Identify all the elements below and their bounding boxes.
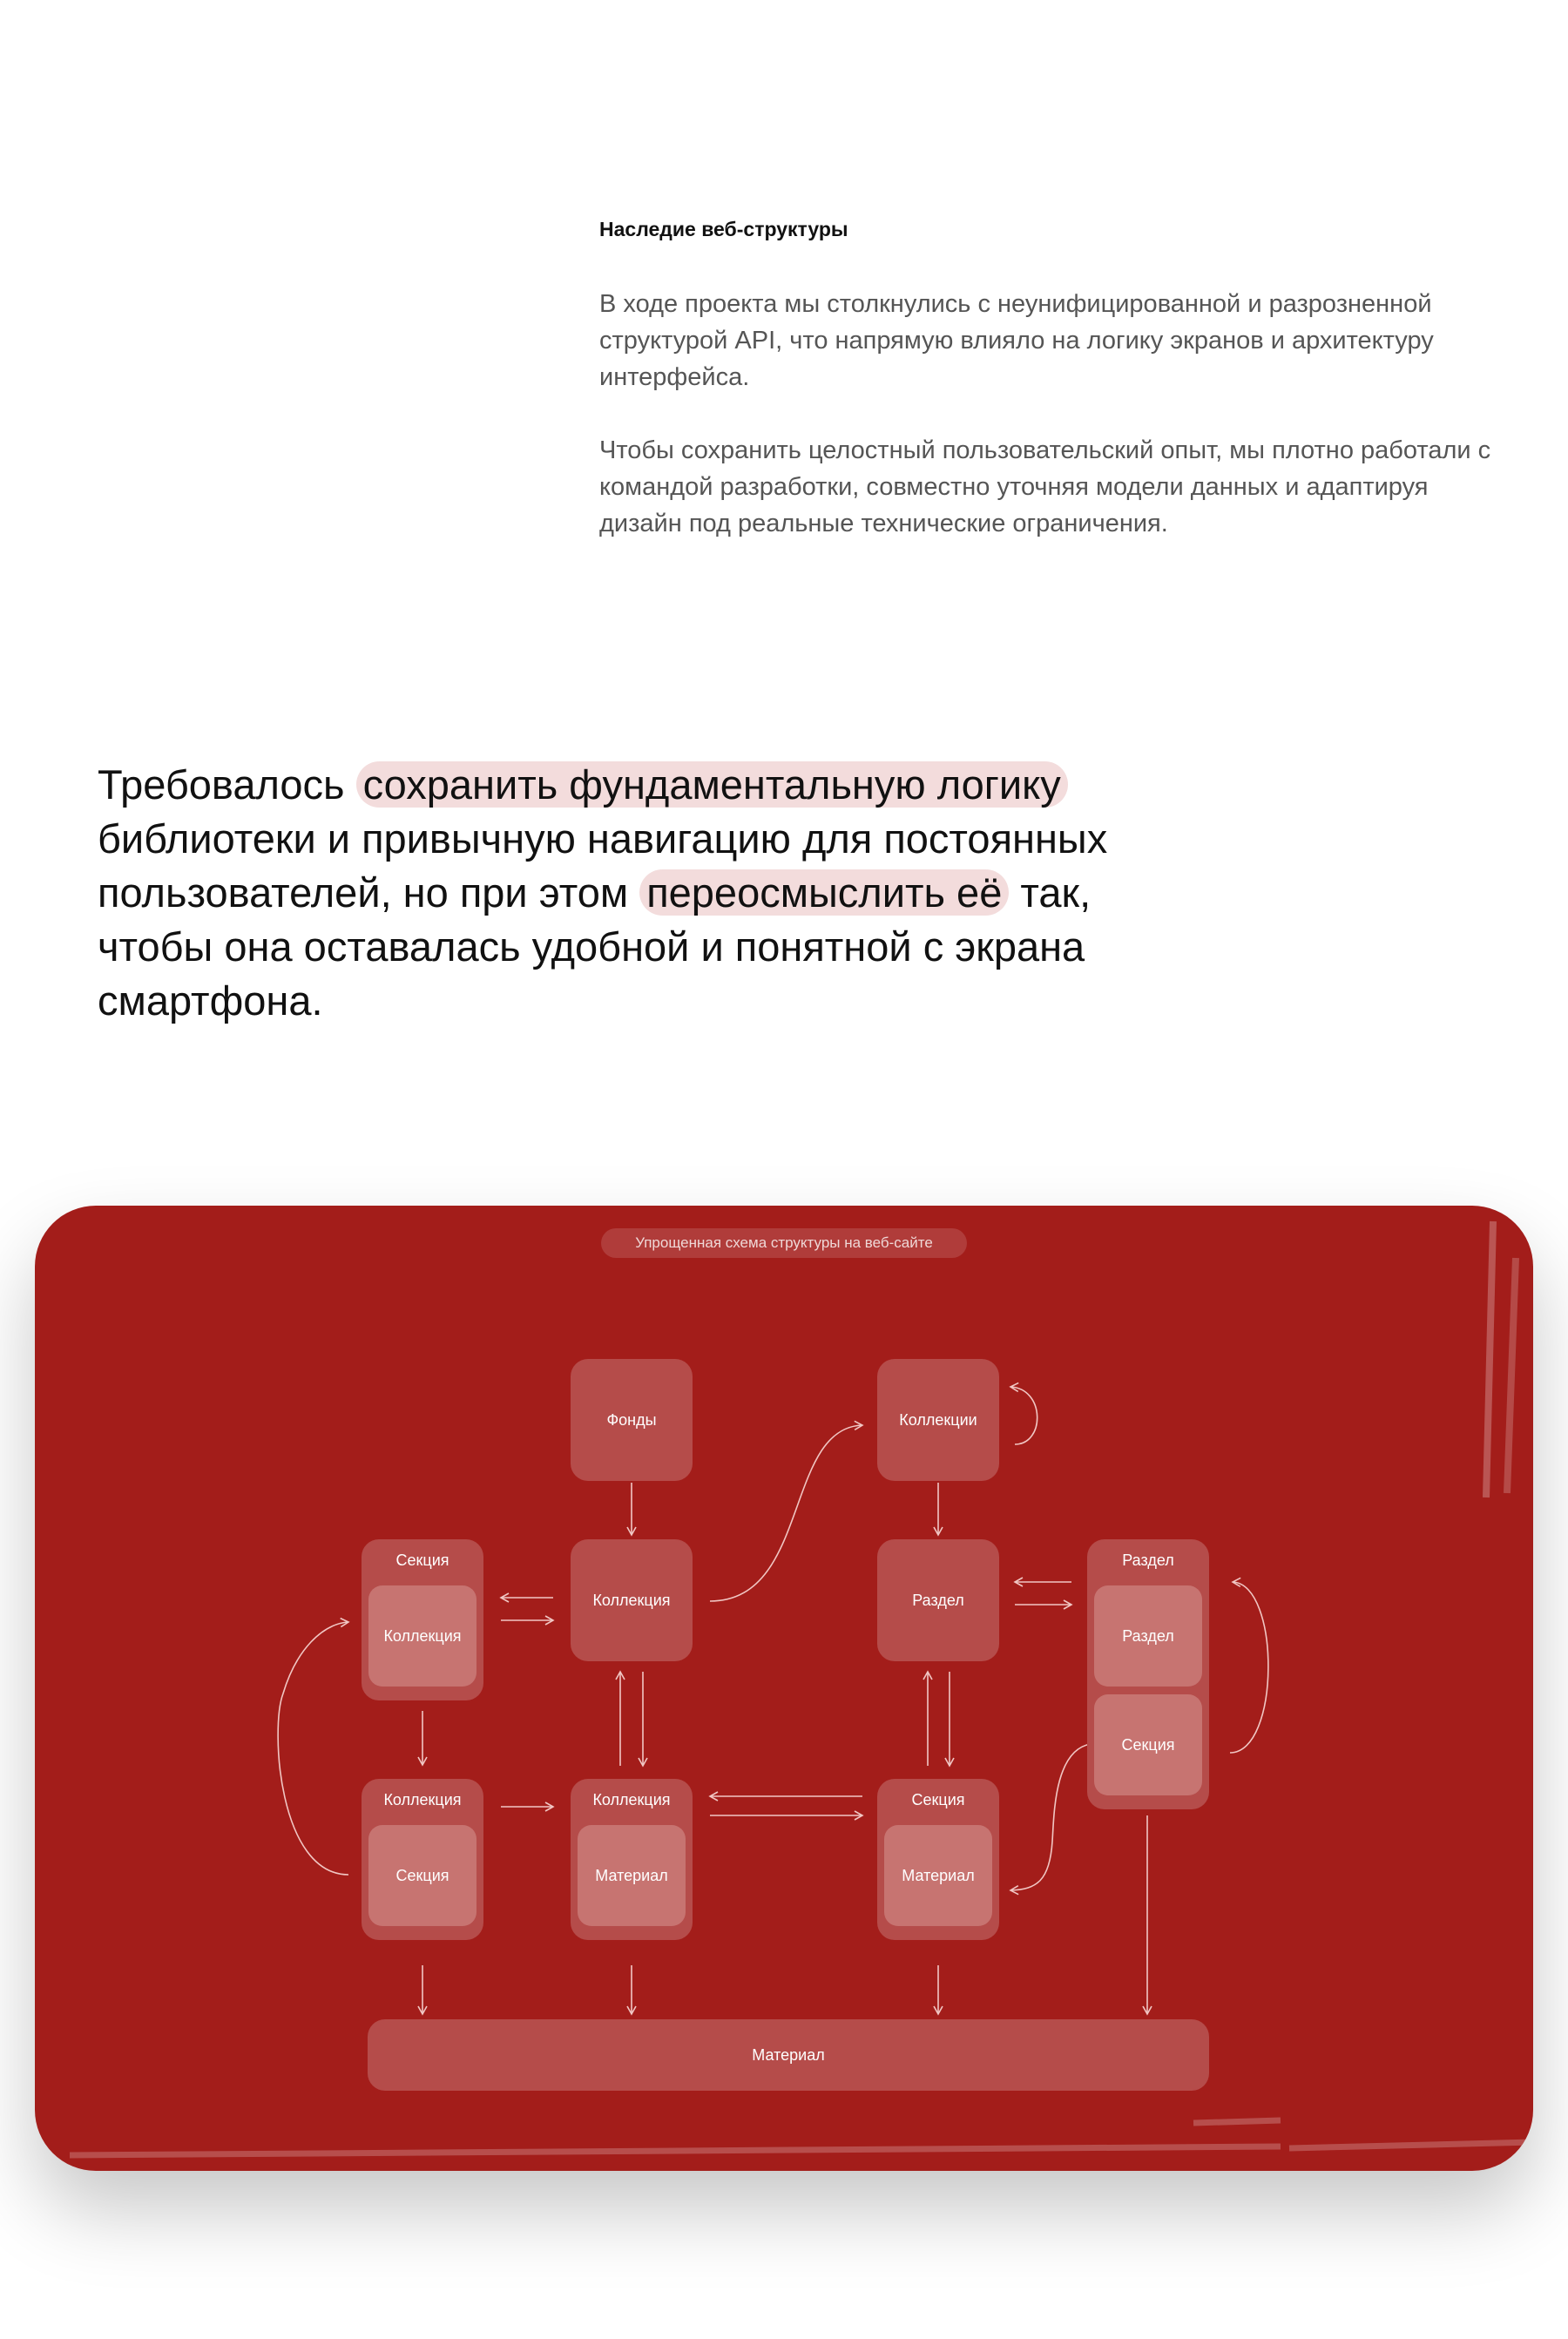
arrow-collection-collections [710,1425,862,1601]
section-title: Наследие веб-структуры [599,218,848,240]
diagram-caption: Упрощенная схема структуры на веб-сайте [601,1228,967,1258]
node-collection-mid-title: Коллекция [592,1791,671,1808]
arrow-left-curve [278,1622,348,1875]
lead-highlight-2: переосмыслить её [639,869,1009,916]
node-razdel-group-inner: Раздел [1094,1585,1202,1687]
structure-diagram-card [35,1206,1533,2171]
intro-paragraph-2: Чтобы сохранить целостный пользовательский опыт, мы плотно работали с командой разработки, совместно уточняя модели данных и адаптируя дизайн под реальные технические ограничения. [599,436,1491,537]
node-section-right-inner: Материал [884,1825,992,1926]
node-collection-top [571,1539,693,1661]
node-section-group-title: Секция [395,1551,449,1569]
node-collections-label: Коллекции [899,1410,977,1429]
node-razdel-group-section: Секция [1094,1694,1202,1795]
node-collection-mid-inner: Материал [578,1825,686,1926]
node-section-group [362,1539,483,1700]
node-section-right-title: Секция [911,1791,965,1808]
decor-strip-right [1486,1221,1493,1497]
node-collection-left-title: Коллекция [383,1791,462,1808]
intro-text [599,286,1501,578]
node-razdel-group-title: Раздел [1122,1551,1174,1569]
node-razdel-center [877,1539,999,1661]
node-section-group-inner: Коллекция [368,1585,476,1687]
node-fonds-label: Фонды [606,1410,657,1429]
decor-strip-bottom [70,2146,1281,2155]
node-material-bar-label: Материал [752,2045,825,2064]
lead-statement [98,758,1134,1028]
decor-strip-right-2 [1507,1258,1516,1493]
lead-text-3: так, чтобы она оставалась удобной и понятной с экрана смартфона. [98,869,1092,1024]
decor-strip-bottom-2 [1193,2120,1281,2123]
intro-paragraph-1: В ходе проекта мы столкнулись с неунифицированной и разрозненной структурой API, что напрямую влияло на логику экранов и архитектуру интерфейса. [599,290,1434,391]
arrow-group-to-material [1010,1744,1091,1890]
lead-highlight-1: сохранить фундаментальную логику [356,761,1068,808]
node-collection-top-label: Коллекция [592,1591,671,1609]
node-collection-left [362,1779,483,1940]
node-section-right [877,1779,999,1940]
node-collections [877,1359,999,1481]
decor-strip-bottom-3 [1289,2142,1533,2148]
lead-text-1: Требовалось [98,761,356,808]
node-collection-left-inner: Секция [368,1825,476,1926]
node-collection-mid [571,1779,693,1940]
node-razdel-center-label: Раздел [912,1591,964,1609]
lead-text-2: библиотеки и привычную навигацию для постоянных пользователей, но при этом [98,815,1108,916]
arrow-collections-loop [1010,1387,1037,1444]
arrow-group-loop [1230,1582,1268,1753]
node-razdel-group [1087,1539,1209,1809]
node-material-bar [368,2019,1209,2091]
node-fonds [571,1359,693,1481]
